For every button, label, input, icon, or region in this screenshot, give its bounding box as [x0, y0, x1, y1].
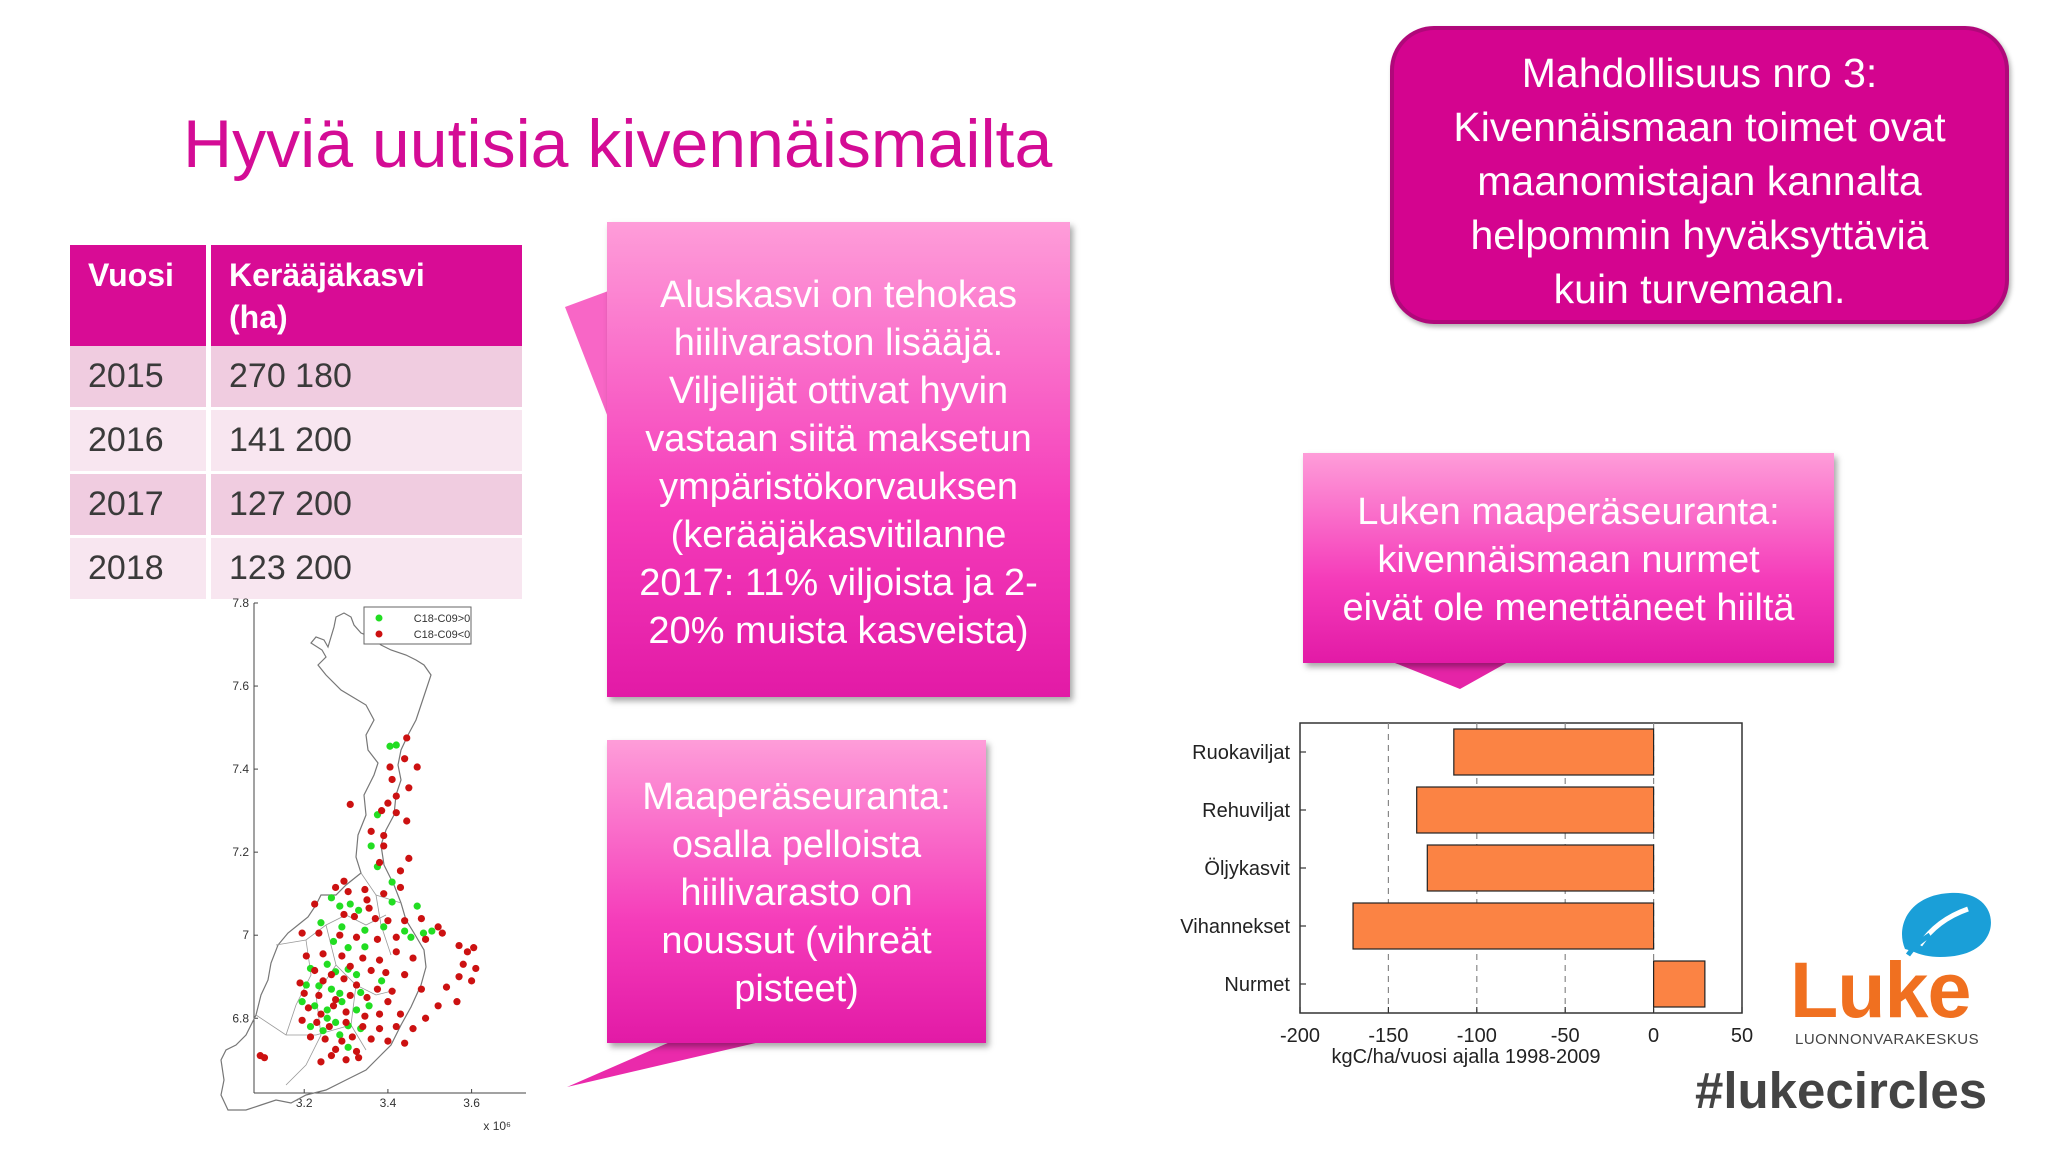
red-point [305, 1004, 312, 1011]
red-point [317, 1011, 324, 1018]
red-point [261, 1054, 268, 1061]
red-point [355, 1054, 362, 1061]
red-point [313, 1019, 320, 1026]
red-point [409, 1025, 416, 1032]
red-point [397, 867, 404, 874]
red-point [378, 807, 385, 814]
red-point [340, 878, 347, 885]
green-point [324, 1015, 331, 1022]
green-point [388, 898, 395, 905]
green-point [368, 842, 375, 849]
green-point [303, 981, 310, 988]
callout-line: noussut (vihreät [661, 920, 932, 962]
red-point [409, 954, 416, 961]
category-label: Vihannekset [1180, 916, 1290, 938]
callout-mahdollisuus [1390, 26, 2009, 324]
x-tick-label: 3.6 [463, 1096, 480, 1110]
green-point [336, 903, 343, 910]
bar [1454, 729, 1654, 775]
table-row [70, 346, 522, 409]
callout-line: 20% muista kasveista) [648, 610, 1029, 652]
red-point [401, 917, 408, 924]
red-point [372, 915, 379, 922]
category-label: Öljykasvit [1204, 858, 1290, 880]
x-tick-label: 3.2 [295, 1096, 313, 1110]
legend-label: C18-C09>0 [413, 613, 471, 625]
bar [1654, 961, 1705, 1007]
x-tick-label: 3.4 [379, 1096, 397, 1110]
red-point [397, 884, 404, 891]
green-point [380, 923, 387, 930]
cell-area: 127 200 [209, 473, 523, 537]
green-point [345, 944, 352, 951]
red-point [319, 977, 326, 984]
callout-line: kivennäismaan nurmet [1377, 539, 1760, 581]
red-point [328, 971, 335, 978]
callout-line: maanomistajan kannalta [1477, 158, 1922, 204]
cell-year: 2015 [70, 346, 209, 409]
map-legend [364, 607, 471, 644]
x-axis-label: kgC/ha/vuosi ajalla 1998-2009 [1331, 1046, 1601, 1068]
x-tick-label: 50 [1730, 1025, 1754, 1047]
red-point [435, 1002, 442, 1009]
red-point [382, 969, 389, 976]
callout-aluskasvi [607, 222, 1070, 697]
red-point [307, 1033, 314, 1040]
red-point [418, 986, 425, 993]
callout-line: hiilivaraston lisääjä. [673, 322, 1004, 364]
green-point [345, 1044, 352, 1051]
green-point [388, 878, 395, 885]
green-point [407, 934, 414, 941]
red-point [455, 973, 462, 980]
callout-line: pisteet) [734, 968, 859, 1010]
green-point [361, 927, 368, 934]
callout-line: Maaperäseuranta: [642, 776, 951, 818]
hashtag: #lukecircles [1695, 1062, 1988, 1119]
callout-line: Luken maaperäseuranta: [1357, 491, 1780, 533]
red-point [380, 890, 387, 897]
red-point [374, 936, 381, 943]
x-tick-label: 0 [1648, 1025, 1660, 1047]
bar [1427, 845, 1653, 891]
red-point [455, 942, 462, 949]
green-point [353, 1006, 360, 1013]
finland-outline [221, 613, 431, 1110]
green-point [328, 986, 335, 993]
x-multiplier-label: x 10⁶ [483, 1119, 511, 1133]
red-point [405, 784, 412, 791]
table-header-row [70, 245, 522, 346]
red-point [386, 763, 393, 770]
callout-line: vastaan siitä maksetun [645, 418, 1032, 460]
green-point [307, 1023, 314, 1030]
green-point [347, 900, 354, 907]
green-point [414, 903, 421, 910]
luke-logo-text: Luke [1790, 945, 1971, 1034]
red-point [388, 988, 395, 995]
red-point [353, 934, 360, 941]
red-point [380, 832, 387, 839]
legend-label: C18-C09<0 [413, 629, 471, 641]
red-point [351, 913, 358, 920]
red-point [435, 923, 442, 930]
category-label: Nurmet [1224, 974, 1290, 996]
red-point [336, 932, 343, 939]
green-point [393, 741, 400, 748]
red-point [311, 900, 318, 907]
x-tick-label: -50 [1550, 1025, 1580, 1047]
red-point [470, 944, 477, 951]
y-tick-label: 7.4 [232, 762, 249, 777]
red-point [340, 911, 347, 918]
green-point [336, 990, 343, 997]
red-point [443, 984, 450, 991]
callout-line: osalla pelloista [671, 824, 922, 866]
green-point [353, 971, 360, 978]
red-point [368, 1035, 375, 1042]
red-point [363, 896, 370, 903]
callout-tail-maaperaseuranta [565, 1035, 765, 1095]
red-point [303, 952, 310, 959]
red-point [401, 1040, 408, 1047]
cell-area: 270 180 [209, 346, 523, 409]
cell-area: 123 200 [209, 537, 523, 601]
red-point [315, 992, 322, 999]
red-point [322, 1035, 329, 1042]
y-tick-label: 7.2 [232, 845, 249, 860]
category-label: Ruokaviljat [1192, 742, 1290, 764]
red-point [418, 915, 425, 922]
red-point [422, 936, 429, 943]
red-point [311, 967, 318, 974]
green-point [357, 989, 364, 996]
red-point [342, 1008, 349, 1015]
green-point [428, 927, 435, 934]
legend-marker-green [376, 615, 383, 622]
callout-luken [1303, 453, 1834, 663]
callout-line: Viljelijät ottivat hyvin [668, 370, 1009, 412]
red-point [317, 1058, 324, 1065]
callout-line: Mahdollisuus nro 3: [1521, 50, 1878, 96]
red-point [401, 755, 408, 762]
red-point [405, 855, 412, 862]
header-year: Vuosi [70, 245, 209, 346]
red-point [414, 763, 421, 770]
red-point [296, 979, 303, 986]
red-point [347, 963, 354, 970]
cell-year: 2016 [70, 409, 209, 473]
red-point [332, 884, 339, 891]
red-point [299, 1017, 306, 1024]
green-point [324, 961, 331, 968]
red-point [468, 977, 475, 984]
red-point [342, 1056, 349, 1063]
finland-scatter-map [216, 595, 536, 1140]
red-point [365, 905, 372, 912]
y-tick-label: 6.8 [232, 1011, 249, 1026]
red-point [353, 981, 360, 988]
green-point [420, 930, 427, 937]
red-point [384, 800, 391, 807]
red-point [326, 1023, 333, 1030]
callout-line: 2017: 11% viljoista ja 2- [639, 562, 1038, 604]
red-point [359, 954, 366, 961]
red-point [328, 1052, 335, 1059]
red-point [319, 950, 326, 957]
header-catch-crop-label: Kerääjäkasvi (ha) [229, 257, 425, 335]
red-point [363, 994, 370, 1001]
green-point [338, 923, 345, 930]
table-row [70, 473, 522, 537]
x-tick-label: -200 [1279, 1025, 1321, 1047]
red-point [301, 990, 308, 997]
green-point [336, 1031, 343, 1038]
x-tick-label: -100 [1456, 1025, 1497, 1047]
red-point [374, 986, 381, 993]
red-point [345, 888, 352, 895]
slide-title: Hyviä uutisia kivennäismailta [183, 106, 1053, 182]
green-point [319, 1027, 326, 1034]
y-tick-label: 7.8 [232, 596, 249, 610]
red-point [361, 886, 368, 893]
green-point [317, 919, 324, 926]
cell-year: 2018 [70, 537, 209, 601]
red-point [332, 1046, 339, 1053]
y-tick-label: 7 [242, 928, 249, 943]
red-point [393, 809, 400, 816]
red-point [403, 817, 410, 824]
red-point [393, 948, 400, 955]
callout-line: hiilivarasto on [680, 872, 913, 914]
red-point [397, 1011, 404, 1018]
red-point [380, 842, 387, 849]
callout-line: Aluskasvi on tehokas [660, 274, 1017, 316]
red-point [376, 1025, 383, 1032]
callout-line: helpommin hyväksyttäviä [1470, 212, 1929, 258]
red-point [340, 975, 347, 982]
legend-marker-red [376, 631, 383, 638]
green-point [324, 1006, 331, 1013]
red-point [384, 917, 391, 924]
green-point [332, 1019, 339, 1026]
red-point [361, 1013, 368, 1020]
red-point [403, 734, 410, 741]
red-point [376, 1011, 383, 1018]
red-point [330, 1002, 337, 1009]
carbon-bar-chart [1050, 705, 1770, 1075]
callout-line: ympäristökorvauksen [658, 466, 1019, 508]
red-point [338, 952, 345, 959]
red-point [464, 948, 471, 955]
callout-line: (kerääjäkasvitilanne [670, 514, 1007, 556]
green-point [378, 977, 385, 984]
callout-line: eivät ole menettäneet hiiltä [1342, 587, 1795, 629]
red-point [384, 998, 391, 1005]
red-point [460, 961, 467, 968]
bar [1353, 903, 1654, 949]
x-tick-label: -150 [1368, 1025, 1409, 1047]
header-catch-crop [209, 245, 523, 346]
red-point [472, 965, 479, 972]
red-point [393, 1023, 400, 1030]
callout-line: kuin turvemaan. [1553, 266, 1846, 312]
red-point [439, 930, 446, 937]
red-point [376, 957, 383, 964]
red-point [338, 1037, 345, 1044]
red-point [342, 1019, 349, 1026]
green-point [361, 943, 368, 950]
red-point [368, 967, 375, 974]
bar [1417, 787, 1654, 833]
table-row [70, 537, 522, 601]
green-point [311, 1002, 318, 1009]
red-point [299, 930, 306, 937]
green-point [401, 927, 408, 934]
luke-logo-subtitle: LUONNONVARAKESKUS [1795, 1031, 1980, 1048]
green-point [328, 894, 335, 901]
red-point [401, 971, 408, 978]
callout-maaperaseuranta [607, 740, 986, 1043]
red-point [368, 828, 375, 835]
red-point [315, 930, 322, 937]
green-point [299, 998, 306, 1005]
table-row [70, 409, 522, 473]
red-point [384, 1037, 391, 1044]
green-point [355, 907, 362, 914]
category-label: Rehuviljat [1202, 800, 1290, 822]
green-point [330, 938, 337, 945]
red-point [422, 1015, 429, 1022]
red-point [393, 792, 400, 799]
green-point [386, 743, 393, 750]
green-point [338, 998, 345, 1005]
cell-area: 141 200 [209, 409, 523, 473]
red-point [359, 1023, 366, 1030]
red-point [349, 1033, 356, 1040]
red-point [393, 934, 400, 941]
red-point [332, 996, 339, 1003]
callout-line: Kivennäismaan toimet ovat [1453, 104, 1946, 150]
red-point [388, 776, 395, 783]
cell-year: 2017 [70, 473, 209, 537]
catch-crop-table [70, 245, 522, 602]
red-point [347, 992, 354, 999]
green-point [365, 1002, 372, 1009]
red-point [353, 1048, 360, 1055]
red-point [347, 801, 354, 808]
red-point [376, 859, 383, 866]
y-tick-label: 7.6 [232, 679, 249, 694]
red-point [453, 998, 460, 1005]
